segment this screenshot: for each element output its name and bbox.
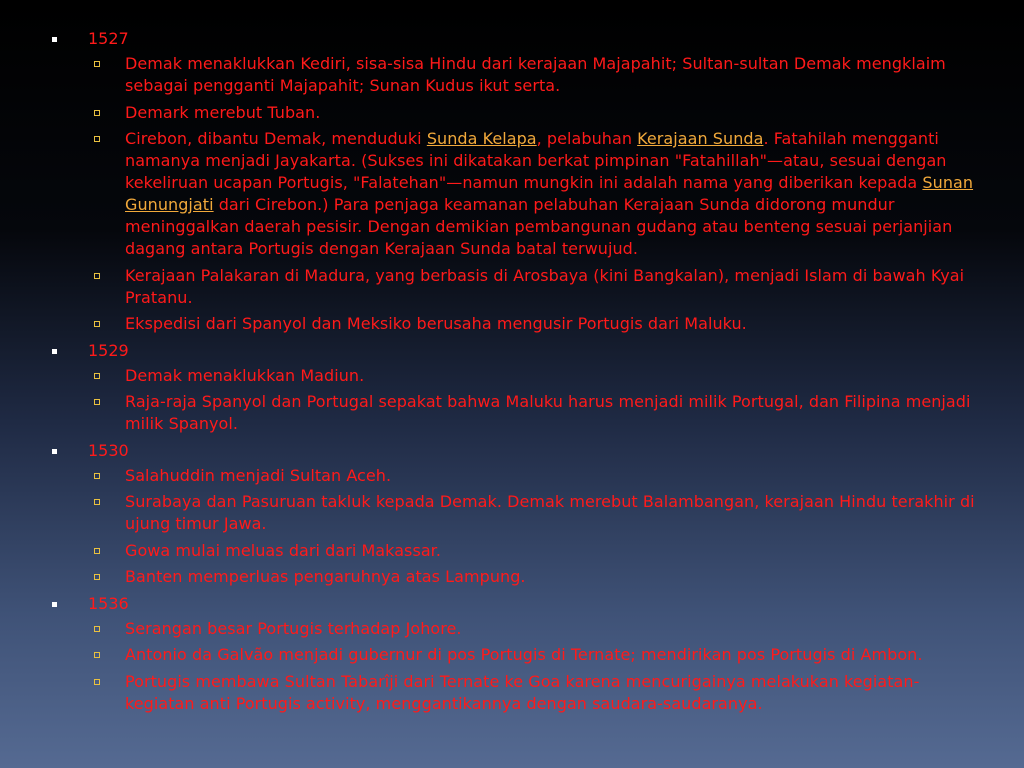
event-text: Salahuddin menjadi Sultan Aceh. xyxy=(125,465,392,485)
year-heading xyxy=(50,28,980,50)
event-text: Antonio da Galvão menjadi gubernur di pos Portugis di Ternate; mendirikan pos Portugis di Ambon. xyxy=(125,645,923,664)
square-bullet-icon xyxy=(52,37,57,42)
event-text: Surabaya dan Pasuruan takluk kepada Demak. Demak merebut Balambangan, kerajaan Hindu terakhir di ujung timur Jawa. xyxy=(125,492,975,533)
timeline-list xyxy=(50,28,980,719)
hollow-square-bullet-icon xyxy=(94,679,100,685)
event-text: Demark merebut Tuban. xyxy=(125,102,321,122)
event-text: Demak menaklukkan Kediri, sisa-sisa Hindu dari kerajaan Majapahit; Sultan-sultan Demak mengklaim sebagai pengganti Majapahit; Sunan Kudus ikut serta. xyxy=(125,54,946,95)
hollow-square-bullet-icon xyxy=(94,373,100,379)
hollow-square-bullet-icon xyxy=(94,574,100,580)
event-item xyxy=(50,365,980,387)
event-link[interactable]: Sunda Kelapa xyxy=(426,129,537,148)
square-bullet-icon xyxy=(52,449,57,454)
event-link[interactable]: Kerajaan Sunda xyxy=(637,129,764,148)
year-block xyxy=(50,340,980,436)
event-text: . Fatahilah mengganti namanya menjadi Jayakarta. (Sukses ini dikatakan berkat pimpinan "Fatahillah"—atau, sesuai dengan kekeliruan ucapan Portugis, "Falatehan"—namun mungkin ini adalah nama yang diberikan kepada xyxy=(125,129,947,192)
event-item xyxy=(50,644,980,666)
event-text: Portugis membawa Sultan Tabarîji dari Ternate ke Goa karena mencurigainya melakukan kegiatan-kegiatan anti Portugis activity, menggantikannya dengan saudara-saudaranya. xyxy=(125,671,920,713)
event-text: Banten memperluas pengaruhnya atas Lampung. xyxy=(125,567,526,586)
hollow-square-bullet-icon xyxy=(94,136,100,142)
event-item xyxy=(50,391,980,435)
hollow-square-bullet-icon xyxy=(94,473,100,479)
year-label: 1529 xyxy=(88,340,129,360)
event-item xyxy=(50,671,980,715)
hollow-square-bullet-icon xyxy=(94,499,100,505)
event-text: dari Cirebon.) Para penjaga keamanan pelabuhan Kerajaan Sunda didorong mundur meninggalkan daerah pesisir. Dengan demikian pembangunan gudang atau benteng sesuai perjanjian dagang antara Portugis dengan Kerajaan Sunda batal terwujud. xyxy=(125,195,953,258)
event-item xyxy=(50,265,980,309)
year-block xyxy=(50,28,980,335)
year-block xyxy=(50,593,980,715)
event-text: , pelabuhan xyxy=(536,129,638,148)
event-item xyxy=(50,491,980,535)
event-item xyxy=(50,566,980,588)
year-label: 1530 xyxy=(88,440,129,460)
hollow-square-bullet-icon xyxy=(94,399,100,405)
hollow-square-bullet-icon xyxy=(94,273,100,279)
event-item xyxy=(50,540,980,562)
year-label: 1527 xyxy=(88,29,129,48)
event-item xyxy=(50,128,980,260)
event-item xyxy=(50,102,980,124)
event-item xyxy=(50,313,980,335)
square-bullet-icon xyxy=(52,349,57,354)
event-item xyxy=(50,53,980,97)
hollow-square-bullet-icon xyxy=(94,626,100,632)
hollow-square-bullet-icon xyxy=(94,321,100,327)
hollow-square-bullet-icon xyxy=(94,61,100,67)
hollow-square-bullet-icon xyxy=(94,548,100,554)
hollow-square-bullet-icon xyxy=(94,652,100,658)
event-text: Ekspedisi dari Spanyol dan Meksiko berusaha mengusir Portugis dari Maluku. xyxy=(125,314,747,333)
event-item xyxy=(50,465,980,487)
event-link[interactable]: Sunan Gunungjati xyxy=(125,173,974,214)
event-text: Cirebon, dibantu Demak, menduduki xyxy=(125,129,427,148)
year-block xyxy=(50,440,980,589)
year-label: 1536 xyxy=(88,593,129,613)
hollow-square-bullet-icon xyxy=(94,110,100,116)
square-bullet-icon xyxy=(52,602,57,607)
year-heading xyxy=(50,593,980,615)
event-item xyxy=(50,618,980,640)
event-text: Gowa mulai meluas dari dari Makassar. xyxy=(125,540,441,560)
event-text: Raja-raja Spanyol dan Portugal sepakat bahwa Maluku harus menjadi milik Portugal, dan Filipina menjadi milik Spanyol. xyxy=(125,392,971,433)
year-heading xyxy=(50,440,980,462)
year-heading xyxy=(50,340,980,362)
event-text: Kerajaan Palakaran di Madura, yang berbasis di Arosbaya (kini Bangkalan), menjadi Islam di bawah Kyai Pratanu. xyxy=(125,265,965,307)
event-text: Demak menaklukkan Madiun. xyxy=(125,365,365,385)
event-text: Serangan besar Portugis terhadap Johore. xyxy=(125,618,462,638)
